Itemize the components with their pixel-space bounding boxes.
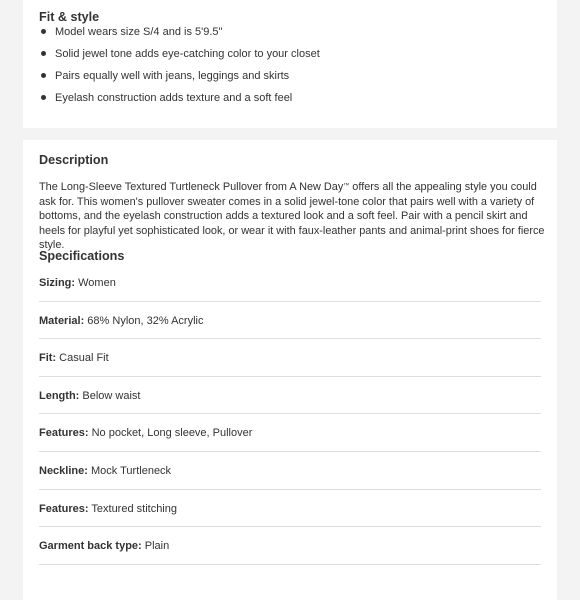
spec-row-length: Length: Below waist — [39, 377, 541, 415]
spec-row-features: Features: No pocket, Long sleeve, Pullover — [39, 414, 541, 452]
specifications-list — [39, 264, 541, 565]
fit-bullet-item: Eyelash construction adds texture and a soft feel — [39, 87, 320, 109]
fit-bullet-item: Model wears size S/4 and is 5'9.5" — [39, 21, 320, 43]
fit-bullet-item: Pairs equally well with jeans, leggings and skirts — [39, 65, 320, 87]
bullet-dot-icon — [41, 73, 46, 78]
spec-row-material: Material: 68% Nylon, 32% Acrylic — [39, 302, 541, 340]
spec-row-sizing: Sizing: Women — [39, 264, 541, 302]
fit-bullet-list — [39, 21, 320, 109]
description-title: Description — [39, 153, 109, 167]
specifications-title: Specifications — [39, 249, 125, 263]
bullet-dot-icon — [41, 29, 46, 34]
fit-and-style-card — [23, 0, 557, 128]
spec-row-neckline: Neckline: Mock Turtleneck — [39, 452, 541, 490]
bullet-dot-icon — [41, 95, 46, 100]
fit-bullet-item: Solid jewel tone adds eye-catching color to your closet — [39, 43, 320, 65]
fit-and-style-title: Fit & style — [39, 10, 100, 24]
spec-row-features-stitching: Features: Textured stitching — [39, 490, 541, 528]
bullet-dot-icon — [41, 51, 46, 56]
description-card — [23, 140, 557, 600]
trademark-symbol: ™ — [343, 183, 350, 189]
spec-row-garment-back-type: Garment back type: Plain — [39, 527, 541, 565]
description-text: The Long-Sleeve Textured Turtleneck Pullover from A New Day™ offers all the appealing style you could ask for. This women's pullover sweater comes in a solid jewel-tone color that pairs well with a variety of bottoms, and the eyelash construction adds a textured look and a soft feel. Pair with a pencil skirt and heels for playful yet sophisticated look, or wear it with faux-leather pants and animal-print shoes for fierce style. — [39, 181, 545, 252]
spec-row-fit: Fit: Casual Fit — [39, 339, 541, 377]
